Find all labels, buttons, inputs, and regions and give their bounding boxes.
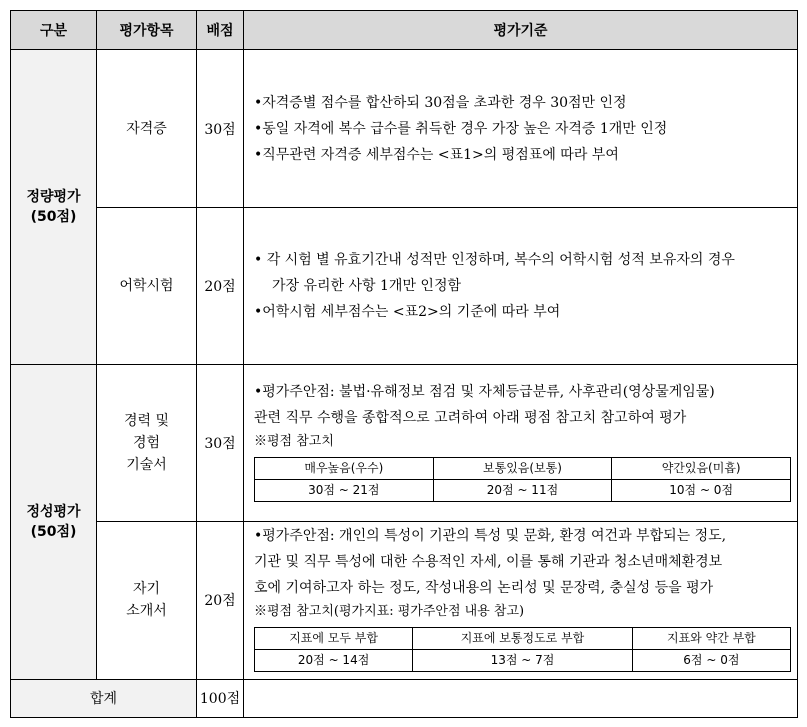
criteria-line: •직무관련 자격증 세부점수는 <표1>의 평점표에 따라 부여 xyxy=(254,146,619,163)
criteria-line: •평가주안점: 개인의 특성이 기관의 특성 및 문화, 환경 여건과 부합되는 정도, xyxy=(254,527,727,544)
criteria-certificate xyxy=(244,50,798,208)
table-row xyxy=(255,479,791,501)
total-criteria xyxy=(244,679,798,717)
category-label: 정성평가 xyxy=(26,504,81,521)
evaluation-table xyxy=(10,10,798,718)
reference-score-table xyxy=(254,457,791,502)
table-row xyxy=(255,457,791,479)
item-line: 소개서 xyxy=(126,603,167,620)
total-points: 100점 xyxy=(197,679,244,717)
points-self-introduction: 20점 xyxy=(197,521,244,679)
item-line: 기술서 xyxy=(126,457,167,474)
total-label: 합계 xyxy=(11,679,197,717)
ref-value: 20점 ~ 11점 xyxy=(433,479,612,501)
item-line: 경력 및 xyxy=(123,413,170,430)
item-line: 경험 xyxy=(132,435,161,452)
item-certificate: 자격증 xyxy=(97,50,197,208)
item-line: 자기 xyxy=(132,581,161,598)
header-points: 배점 xyxy=(197,11,244,50)
ref-header: 매우높음(우수) xyxy=(255,457,434,479)
item-language-test: 어학시험 xyxy=(97,208,197,365)
ref-value: 10점 ~ 0점 xyxy=(612,479,791,501)
points-certificate: 30점 xyxy=(197,50,244,208)
table-row xyxy=(255,649,791,671)
criteria-line: 가장 유리한 사항 1개만 인정함 xyxy=(272,278,461,295)
item-career-statement xyxy=(97,365,197,521)
criteria-line: 관련 직무 수행을 종합적으로 고려하여 아래 평점 참고치 참고하여 평가 xyxy=(254,409,687,426)
category-points: (50점) xyxy=(30,209,77,226)
points-career-statement: 30점 xyxy=(197,365,244,521)
criteria-language-test xyxy=(244,208,798,365)
table-row xyxy=(255,627,791,649)
item-self-introduction xyxy=(97,521,197,679)
criteria-line: 기관 및 직무 특성에 대한 수용적인 자세, 이를 통해 기관과 청소년매체환경보 xyxy=(254,553,723,570)
ref-header: 지표에 모두 부합 xyxy=(255,627,413,649)
points-language-test: 20점 xyxy=(197,208,244,365)
reference-score-table xyxy=(254,627,791,672)
table-row xyxy=(11,365,798,521)
ref-value: 6점 ~ 0점 xyxy=(632,649,790,671)
category-quantitative xyxy=(11,50,97,365)
criteria-line: 호에 기여하고자 하는 정도, 작성내용의 논리성 및 문장력, 충실성 등을 평가 xyxy=(254,579,714,596)
header-category: 구분 xyxy=(11,11,97,50)
table-row xyxy=(11,521,798,679)
criteria-career-statement xyxy=(244,365,798,521)
criteria-line: •동일 자격에 복수 급수를 취득한 경우 가장 높은 자격증 1개만 인정 xyxy=(254,120,668,137)
header-item: 평가항목 xyxy=(97,11,197,50)
category-points: (50점) xyxy=(30,524,77,541)
header-criteria: 평가기준 xyxy=(244,11,798,50)
criteria-self-introduction xyxy=(244,521,798,679)
criteria-line: •어학시험 세부점수는 <표2>의 기준에 따라 부여 xyxy=(254,304,561,321)
ref-header: 지표에 보통정도로 부합 xyxy=(413,627,633,649)
ref-header: 약간있음(미흡) xyxy=(612,457,791,479)
criteria-line: • 각 시험 별 유효기간내 성적만 인정하며, 복수의 어학시험 성적 보유자의 경우 xyxy=(254,252,735,269)
ref-header: 보통있음(보통) xyxy=(433,457,612,479)
table-row xyxy=(11,50,798,208)
category-qualitative xyxy=(11,365,97,679)
category-label: 정량평가 xyxy=(26,189,81,206)
total-row xyxy=(11,679,798,717)
reference-title: ※평점 참고치 xyxy=(254,433,334,449)
criteria-line: •자격증별 점수를 합산하되 30점을 초과한 경우 30점만 인정 xyxy=(254,94,627,111)
ref-value: 30점 ~ 21점 xyxy=(255,479,434,501)
ref-value: 20점 ~ 14점 xyxy=(255,649,413,671)
reference-title: ※평점 참고치(평가지표: 평가주안점 내용 참고) xyxy=(254,603,525,619)
table-row xyxy=(11,208,798,365)
criteria-line: •평가주안점: 불법·유해정보 점검 및 자체등급분류, 사후관리(영상물게임물) xyxy=(254,383,715,400)
ref-header: 지표와 약간 부합 xyxy=(632,627,790,649)
ref-value: 13점 ~ 7점 xyxy=(413,649,633,671)
header-row xyxy=(11,11,798,50)
